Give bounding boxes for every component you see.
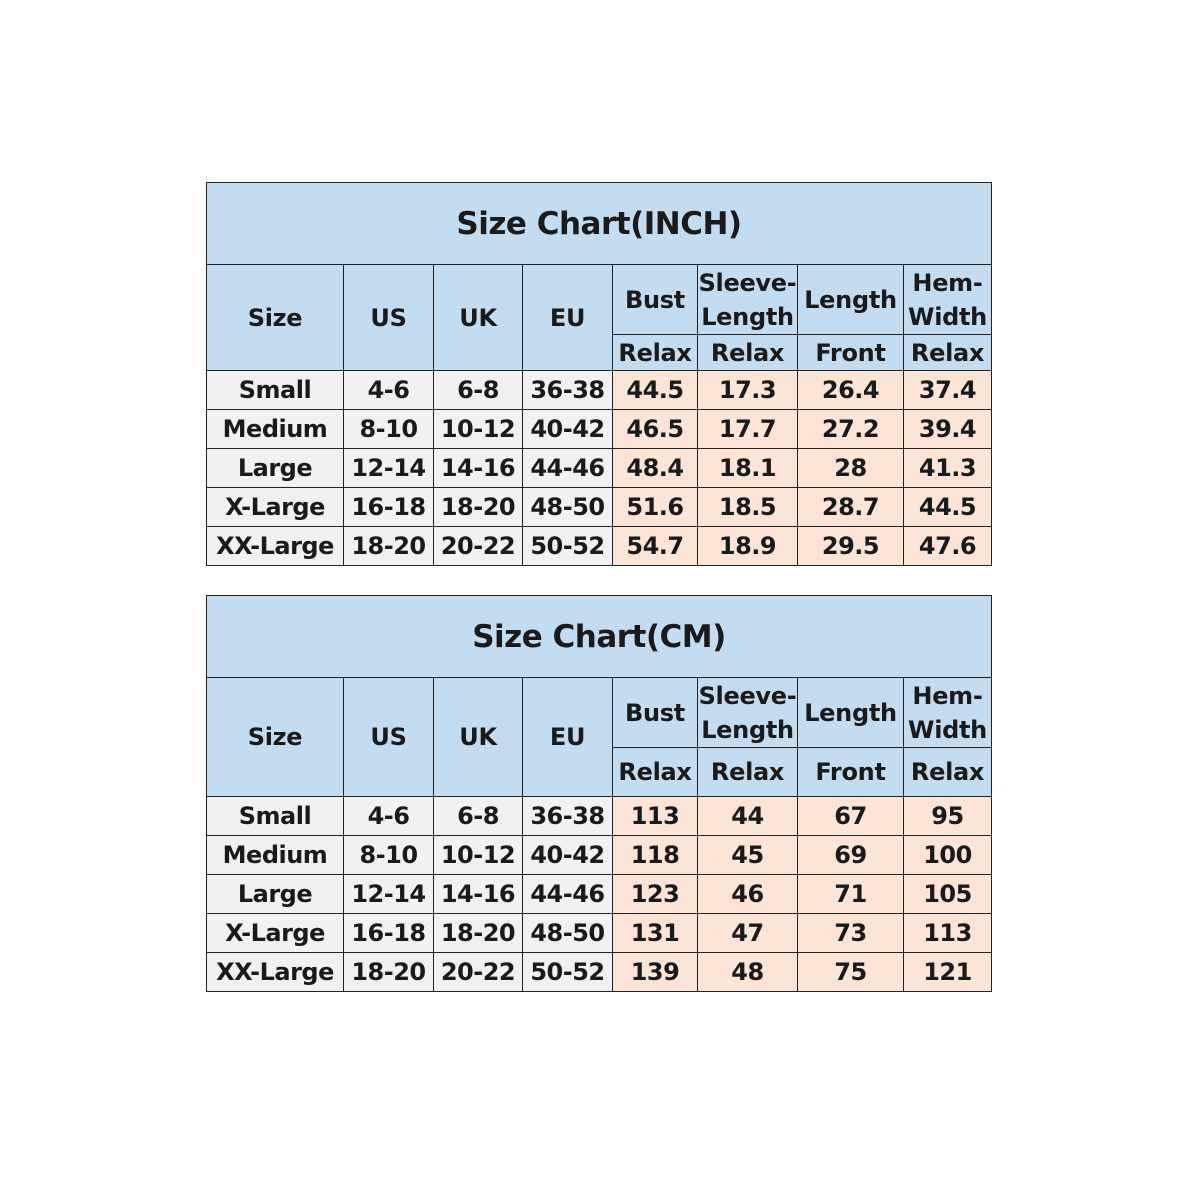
size-label: Small <box>207 371 344 410</box>
size-label: Medium <box>207 836 344 875</box>
header-size: Size <box>207 265 344 371</box>
table-row <box>207 875 992 914</box>
header-uk: UK <box>434 678 523 797</box>
us-size: 16-18 <box>344 488 434 527</box>
subheader-sleeve: Relax <box>698 748 798 797</box>
us-size: 12-14 <box>344 875 434 914</box>
header-hem-width <box>904 265 992 335</box>
uk-size: 6-8 <box>434 371 523 410</box>
uk-size: 6-8 <box>434 797 523 836</box>
hem-value: 113 <box>904 914 992 953</box>
size-chart-inch-table <box>206 182 992 566</box>
sleeve-value: 46 <box>698 875 798 914</box>
sleeve-value: 44 <box>698 797 798 836</box>
length-value: 26.4 <box>798 371 904 410</box>
us-size: 16-18 <box>344 914 434 953</box>
hem-value: 41.3 <box>904 449 992 488</box>
header-sleeve-length <box>698 265 798 335</box>
subheader-bust: Relax <box>613 748 698 797</box>
uk-size: 20-22 <box>434 527 523 566</box>
size-chart-cm-table <box>206 595 992 992</box>
table-row <box>207 410 992 449</box>
bust-value: 131 <box>613 914 698 953</box>
sleeve-value: 18.1 <box>698 449 798 488</box>
uk-size: 10-12 <box>434 836 523 875</box>
us-size: 4-6 <box>344 797 434 836</box>
length-value: 71 <box>798 875 904 914</box>
subheader-hem: Relax <box>904 748 992 797</box>
length-value: 67 <box>798 797 904 836</box>
subheader-length: Front <box>798 748 904 797</box>
bust-value: 48.4 <box>613 449 698 488</box>
uk-size: 14-16 <box>434 875 523 914</box>
header-length: Length <box>798 265 904 335</box>
eu-size: 50-52 <box>523 527 613 566</box>
header-eu: EU <box>523 678 613 797</box>
length-value: 27.2 <box>798 410 904 449</box>
length-value: 75 <box>798 953 904 992</box>
table-row <box>207 914 992 953</box>
bust-value: 51.6 <box>613 488 698 527</box>
header-us: US <box>344 678 434 797</box>
uk-size: 20-22 <box>434 953 523 992</box>
uk-size: 18-20 <box>434 488 523 527</box>
eu-size: 36-38 <box>523 797 613 836</box>
subheader-length: Front <box>798 335 904 371</box>
length-value: 28.7 <box>798 488 904 527</box>
sleeve-value: 17.3 <box>698 371 798 410</box>
length-value: 29.5 <box>798 527 904 566</box>
sleeve-value: 18.5 <box>698 488 798 527</box>
header-hem-width <box>904 678 992 748</box>
eu-size: 50-52 <box>523 953 613 992</box>
eu-size: 40-42 <box>523 836 613 875</box>
subheader-sleeve: Relax <box>698 335 798 371</box>
size-label: X-Large <box>207 914 344 953</box>
header-bust: Bust <box>613 265 698 335</box>
sleeve-value: 18.9 <box>698 527 798 566</box>
header-sleeve-line1: Sleeve- <box>698 268 797 297</box>
hem-value: 37.4 <box>904 371 992 410</box>
bust-value: 139 <box>613 953 698 992</box>
size-label: Small <box>207 797 344 836</box>
header-hem-line2: Width <box>908 715 987 744</box>
eu-size: 44-46 <box>523 875 613 914</box>
table-title: Size Chart(INCH) <box>207 183 992 265</box>
sleeve-value: 47 <box>698 914 798 953</box>
header-hem-line2: Width <box>908 302 987 331</box>
header-hem-line1: Hem- <box>912 268 983 297</box>
eu-size: 48-50 <box>523 488 613 527</box>
header-size: Size <box>207 678 344 797</box>
subheader-hem: Relax <box>904 335 992 371</box>
table-row <box>207 449 992 488</box>
table-row <box>207 836 992 875</box>
us-size: 4-6 <box>344 371 434 410</box>
eu-size: 40-42 <box>523 410 613 449</box>
table-row <box>207 953 992 992</box>
table-row <box>207 371 992 410</box>
size-label: X-Large <box>207 488 344 527</box>
hem-value: 44.5 <box>904 488 992 527</box>
sleeve-value: 45 <box>698 836 798 875</box>
length-value: 69 <box>798 836 904 875</box>
header-us: US <box>344 265 434 371</box>
length-value: 28 <box>798 449 904 488</box>
us-size: 18-20 <box>344 953 434 992</box>
hem-value: 105 <box>904 875 992 914</box>
table-title: Size Chart(CM) <box>207 596 992 678</box>
size-label: Large <box>207 875 344 914</box>
us-size: 18-20 <box>344 527 434 566</box>
header-length: Length <box>798 678 904 748</box>
size-label: XX-Large <box>207 527 344 566</box>
bust-value: 44.5 <box>613 371 698 410</box>
hem-value: 47.6 <box>904 527 992 566</box>
us-size: 8-10 <box>344 410 434 449</box>
bust-value: 54.7 <box>613 527 698 566</box>
size-label: Large <box>207 449 344 488</box>
header-bust: Bust <box>613 678 698 748</box>
size-label: Medium <box>207 410 344 449</box>
table-row <box>207 527 992 566</box>
eu-size: 36-38 <box>523 371 613 410</box>
header-uk: UK <box>434 265 523 371</box>
sleeve-value: 48 <box>698 953 798 992</box>
uk-size: 10-12 <box>434 410 523 449</box>
bust-value: 123 <box>613 875 698 914</box>
hem-value: 39.4 <box>904 410 992 449</box>
eu-size: 48-50 <box>523 914 613 953</box>
bust-value: 46.5 <box>613 410 698 449</box>
hem-value: 121 <box>904 953 992 992</box>
hem-value: 100 <box>904 836 992 875</box>
table-row <box>207 488 992 527</box>
eu-size: 44-46 <box>523 449 613 488</box>
us-size: 8-10 <box>344 836 434 875</box>
header-sleeve-length <box>698 678 798 748</box>
length-value: 73 <box>798 914 904 953</box>
header-eu: EU <box>523 265 613 371</box>
uk-size: 18-20 <box>434 914 523 953</box>
header-sleeve-line2: Length <box>701 302 794 331</box>
header-hem-line1: Hem- <box>912 681 983 710</box>
sleeve-value: 17.7 <box>698 410 798 449</box>
table-row <box>207 797 992 836</box>
uk-size: 14-16 <box>434 449 523 488</box>
header-sleeve-line1: Sleeve- <box>698 681 797 710</box>
hem-value: 95 <box>904 797 992 836</box>
subheader-bust: Relax <box>613 335 698 371</box>
size-label: XX-Large <box>207 953 344 992</box>
bust-value: 113 <box>613 797 698 836</box>
bust-value: 118 <box>613 836 698 875</box>
us-size: 12-14 <box>344 449 434 488</box>
header-sleeve-line2: Length <box>701 715 794 744</box>
